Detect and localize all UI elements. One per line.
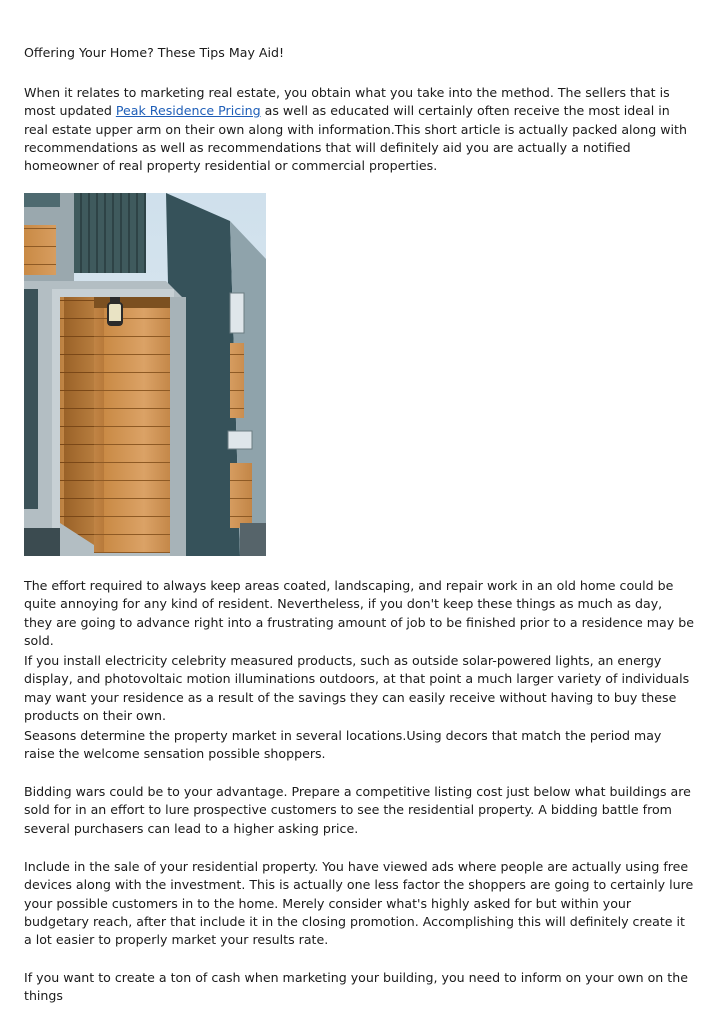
peak-residence-pricing-link[interactable]: Peak Residence Pricing [115,103,261,119]
tiny-house-photo [24,193,266,556]
article-title: Offering Your Home? These Tips May Aid! [24,45,285,60]
intro-paragraph [24,84,694,175]
paragraph-4: Bidding wars could be to your advantage. Prepare a competitive listing cost just below what buildings are sold for in an effort to lure prospective customers to see the residential property. A bidding battle from several purchasers can lead to a higher asking price. [24,784,691,836]
paragraph-5: Include in the sale of your residential property. You have viewed ads where people are actually using free devices along with the investment. This is actually one less factor the shoppers are going to certainly lure your possible customers in to the home. Merely consider what's highly asked for but within your budgetary reach, after that include it in the closing promotion. Accomplishing this will definitely create it a lot easier to properly market your results rate. [24,859,694,948]
paragraph-3: Seasons determine the property market in several locations.Using decors that match the period may raise the welcome sensation possible shoppers. [24,728,662,762]
paragraph-2: If you install electricity celebrity measured products, such as outside solar-powered lights, an energy display, and photovoltaic motion illuminations outdoors, at that point a much larger variety of individuals may want your residence as a result of the savings they can easily receive without having to buy these products on their own. [24,653,690,723]
intro-text-before-link: When it relates to marketing real estate, you obtain what you take into the method. The sellers that is most updated [24,85,670,119]
paragraph-1: The effort required to always keep areas coated, landscaping, and repair work in an old home could be quite annoying for any kind of resident. Nevertheless, if you don't keep these things as much as day, they are going to advance right into a frustrating amount of job to be finished prior to a residence may be sold. [24,578,694,648]
paragraph-6: If you want to create a ton of cash when marketing your building, you need to inform on your own on the things [24,970,688,1004]
intro-text-after-link: as well as educated will certainly often receive the most ideal in real estate upper arm on their own along with information.This short article is actually packed along with recommendations as well as recommendations that will definitely aid you are actually a notified homeowner of real property residential or commercial properties. [24,103,687,174]
